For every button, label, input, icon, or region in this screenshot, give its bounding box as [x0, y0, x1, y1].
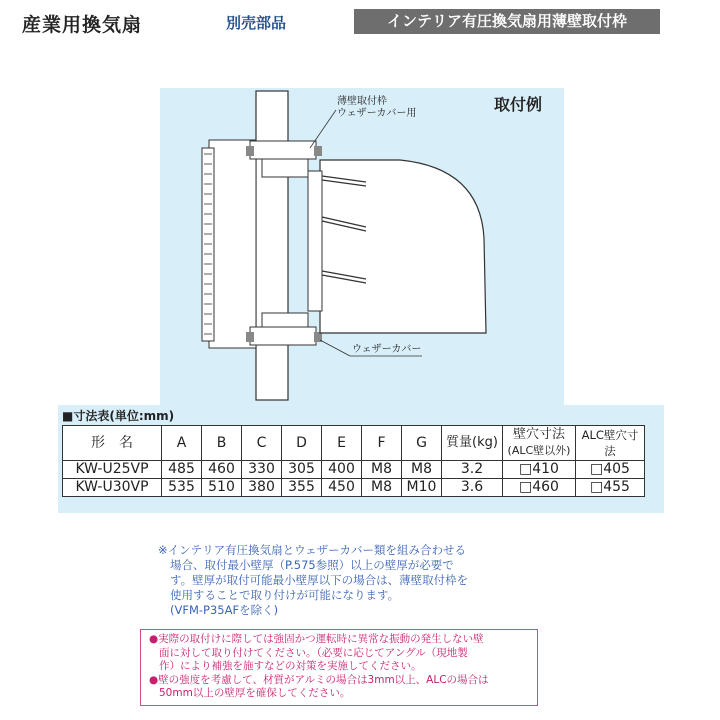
warning-line: ●壁の強度を考慮して、材質がアルミの場合は3mm以上、ALCの場合は	[149, 673, 489, 686]
header-alc-hole: ALC壁穴寸法	[576, 426, 645, 461]
cell-e: 400	[322, 461, 362, 479]
lower-frame-inner	[262, 313, 308, 327]
upper-bolt-right	[314, 146, 322, 156]
cell-model: KW-U30VP	[63, 479, 162, 497]
frame-label-line2: ウェザーカバー用	[337, 108, 417, 119]
cell-alc-hole: □455	[576, 479, 645, 497]
header-mass: 質量(kg)	[442, 426, 503, 461]
note-line: 場合、取付最小壁厚（P.575参照）以上の壁厚が必要で	[170, 558, 454, 572]
dimension-table	[62, 425, 645, 497]
fan-grille	[202, 148, 214, 341]
category-title: 産業用換気扇	[22, 14, 143, 36]
header-wall-hole	[503, 426, 576, 461]
note-line: (VFM-P35AFを除く)	[170, 603, 279, 617]
header-b: B	[202, 426, 242, 461]
wall	[256, 91, 288, 400]
table-row	[63, 461, 645, 479]
upper-frame-inner	[262, 159, 308, 177]
header-f: F	[362, 426, 402, 461]
cell-mass: 3.6	[442, 479, 503, 497]
table-header-row	[63, 426, 645, 461]
cell-b: 510	[202, 479, 242, 497]
compatibility-note	[158, 543, 468, 618]
cell-a: 485	[162, 461, 202, 479]
warning-line: 作）により補強を施すなどの対策を実施してください。	[159, 660, 422, 672]
cell-mass: 3.2	[442, 461, 503, 479]
installation-drawing	[160, 88, 564, 405]
cell-c: 330	[242, 461, 282, 479]
header-e: E	[322, 426, 362, 461]
lower-frame	[250, 327, 316, 345]
warning-line: 50mm以上の壁厚を確保してください。	[159, 687, 351, 699]
installation-diagram	[160, 88, 564, 405]
frame-leader	[310, 110, 336, 148]
cover-leader	[320, 340, 350, 356]
weather-cover	[320, 160, 486, 333]
header-model: 形 名	[63, 426, 162, 461]
example-title: 取付例	[494, 95, 543, 114]
cell-alc-hole: □405	[576, 461, 645, 479]
product-title-bar: インテリア有圧換気扇用薄壁取付枠	[354, 9, 660, 34]
header-a: A	[162, 426, 202, 461]
cell-b: 460	[202, 461, 242, 479]
cell-e: 450	[322, 479, 362, 497]
cell-d: 355	[282, 479, 322, 497]
cell-f: M8	[362, 479, 402, 497]
cell-wall-hole: □410	[503, 461, 576, 479]
cell-d: 305	[282, 461, 322, 479]
upper-bolt-left	[246, 146, 254, 156]
header-wall-hole-line2: (ALC壁以外)	[507, 444, 571, 457]
cover-flange	[308, 171, 322, 311]
frame-label	[337, 96, 416, 120]
cell-model: KW-U25VP	[63, 461, 162, 479]
cell-wall-hole: □460	[503, 479, 576, 497]
upper-frame	[250, 141, 316, 159]
cell-a: 535	[162, 479, 202, 497]
warning-line: 面に対して取り付けてください。（必要に応じてアングル（現地製	[159, 646, 468, 659]
warning-line: ●実際の取付けに際しては強固かつ運転時に異常な振動の発生しない壁	[149, 633, 484, 645]
header-wall-hole-line1: 壁穴寸法	[512, 427, 565, 442]
table-caption: ■寸法表(単位:mm)	[62, 409, 175, 423]
cover-label: ウェザーカバー	[352, 344, 422, 355]
note-line: ※インテリア有圧換気扇とウェザーカバー類を組み合わせる	[158, 543, 466, 557]
lower-bolt-left	[246, 332, 254, 342]
note-line: 使用することで取り付けが可能になります。	[170, 588, 400, 602]
frame-label-line1: 薄壁取付枠	[337, 96, 387, 107]
cell-g: M8	[402, 461, 442, 479]
section-label: 別売部品	[226, 14, 287, 32]
header-d: D	[282, 426, 322, 461]
table-row	[63, 479, 645, 497]
cell-g: M10	[402, 479, 442, 497]
header-g: G	[402, 426, 442, 461]
note-line: す。壁厚が取付可能最小壁厚以下の場合は、薄壁取付枠を	[170, 573, 469, 587]
cell-c: 380	[242, 479, 282, 497]
header-c: C	[242, 426, 282, 461]
warning-box	[140, 629, 538, 706]
fan-body	[209, 140, 256, 348]
cell-f: M8	[362, 461, 402, 479]
